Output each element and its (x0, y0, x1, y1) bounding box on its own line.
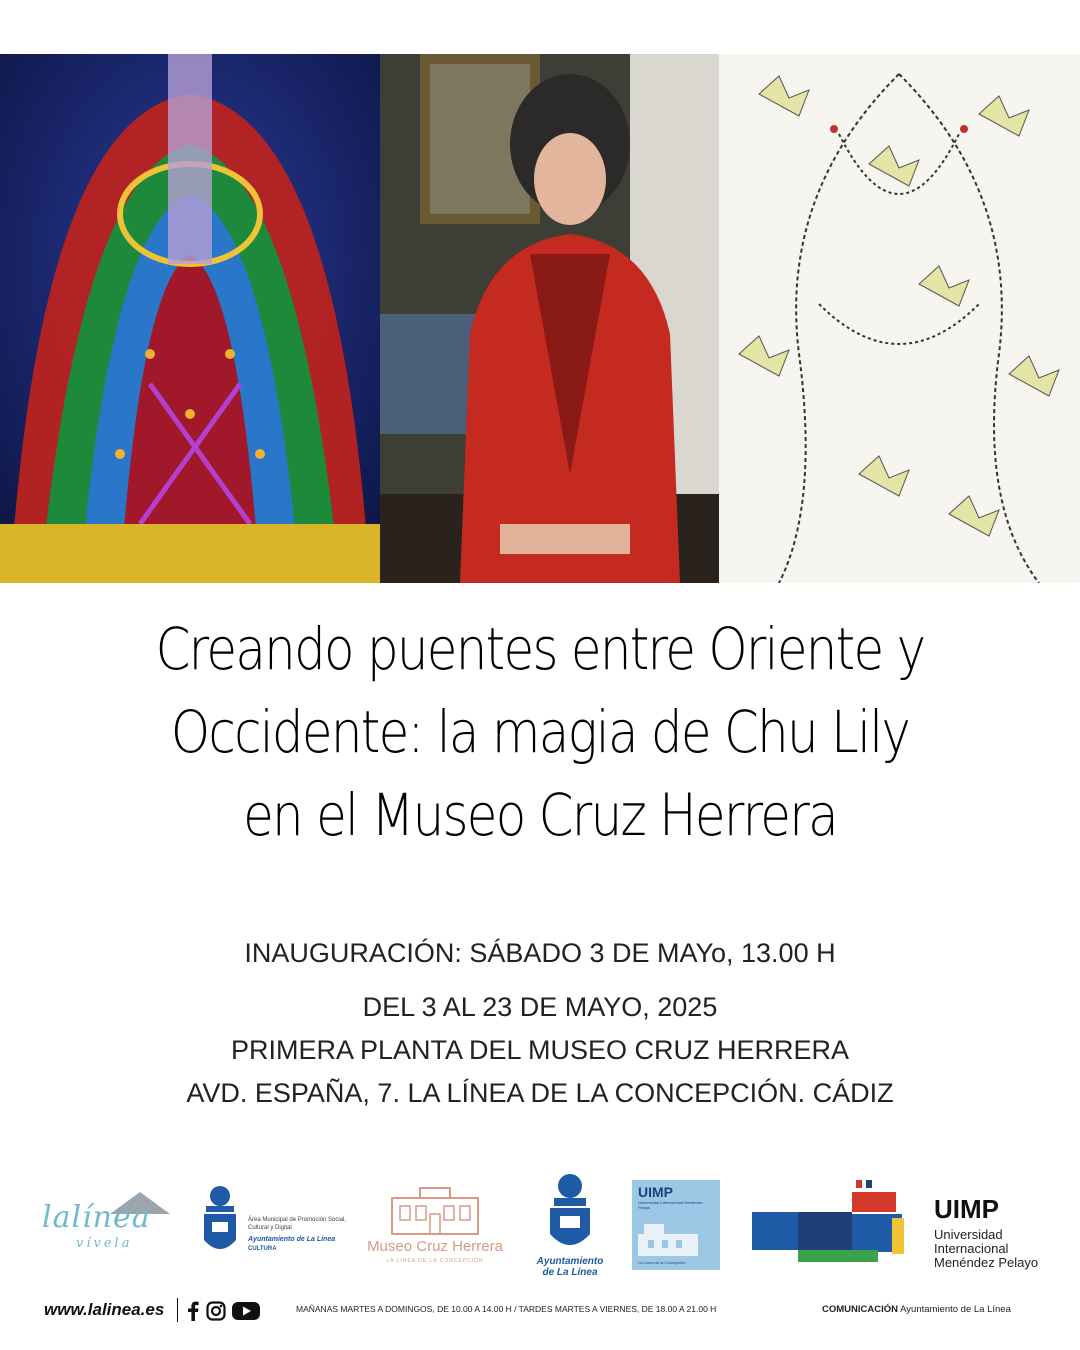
opening-hours: MAÑANAS MARTES A DOMINGOS, DE 10.00 A 14.00 H / TARDES MARTES A VIERNES, DE 18.00 A 21.00 H (296, 1304, 717, 1314)
area-description: Área Municipal de Promoción Social, Cultural y Digital (248, 1217, 347, 1231)
area-cultura-logo (200, 1184, 360, 1264)
lalinea-vivela-logo (40, 1190, 170, 1250)
youtube-icon[interactable] (232, 1301, 260, 1321)
ayuntamiento-shield-icon (530, 1172, 610, 1256)
inauguration-text: INAUGURACIÓN: SÁBADO 3 DE MAYo, 13.00 H (244, 938, 836, 968)
uimp-line-3: Menéndez Pelayo (934, 1255, 1039, 1270)
uimp-logo (752, 1178, 1052, 1274)
header-images (0, 54, 1080, 583)
uimp-book-sub: Universidad Internacional Menéndez Pelayo (638, 1200, 703, 1210)
uimp-book-title: UIMP (638, 1184, 673, 1200)
coat-of-arms-icon (200, 1184, 240, 1260)
museo-logo-sub: LA LÍNEA DE LA CONCEPCIÓN (386, 1258, 484, 1264)
footer (0, 1296, 1080, 1326)
area-cultura: CULTURA (248, 1246, 277, 1252)
footer-divider (177, 1298, 178, 1322)
instagram-icon[interactable] (206, 1301, 226, 1321)
area-ayuntamiento: Ayuntamiento de La Línea (248, 1236, 336, 1243)
comunicacion-credit (822, 1304, 1011, 1315)
uimp-mark-icon (752, 1178, 912, 1268)
ayuntamiento-logo (530, 1172, 610, 1280)
facebook-icon[interactable] (186, 1301, 200, 1321)
museo-cruz-herrera-logo (366, 1184, 504, 1266)
uimp-book-cover (632, 1180, 720, 1270)
ayuntamiento-line-2: de La Línea (542, 1267, 598, 1278)
building-photo-icon (638, 1220, 698, 1256)
museo-logo-name: Museo Cruz Herrera (367, 1238, 503, 1255)
website-link[interactable]: www.lalinea.es (44, 1300, 165, 1319)
comunicacion-label: COMUNICACIÓN (822, 1304, 898, 1315)
lalinea-logo-text: lalínea (42, 1200, 151, 1235)
uimp-word: UIMP (934, 1194, 999, 1224)
uimp-line-1: Universidad (934, 1227, 1003, 1242)
social-icons (186, 1300, 260, 1322)
address-text: AVD. ESPAÑA, 7. LA LÍNEA DE LA CONCEPCIÓN. CÁDIZ (186, 1078, 894, 1108)
sponsor-logos (0, 1170, 1080, 1280)
lalinea-logo-sub: vívela (76, 1236, 133, 1251)
uimp-line-2: Internacional (934, 1241, 1009, 1256)
uimp-book-foot: La Línea de la Concepción (638, 1260, 686, 1265)
uimp-full-name (934, 1228, 1038, 1270)
comunicacion-org: Ayuntamiento de La Línea (900, 1304, 1011, 1315)
painting-left-image (0, 54, 380, 583)
museum-building-icon (390, 1186, 480, 1236)
artist-portrait-image (380, 54, 719, 583)
title-line-2: Occidente: la magia de Chu Lily (170, 698, 910, 766)
ayuntamiento-logo-text (530, 1256, 610, 1278)
butterfly-drawing-image (719, 54, 1080, 583)
event-title (76, 608, 1005, 857)
venue-text: PRIMERA PLANTA DEL MUSEO CRUZ HERRERA (230, 1035, 850, 1065)
title-line-1: Creando puentes entre Oriente y (155, 615, 925, 683)
title-line-3: en el Museo Cruz Herrera (243, 781, 837, 849)
ayuntamiento-line-1: Ayuntamiento (536, 1256, 604, 1267)
dates-text: DEL 3 AL 23 DE MAYO, 2025 (362, 992, 718, 1022)
